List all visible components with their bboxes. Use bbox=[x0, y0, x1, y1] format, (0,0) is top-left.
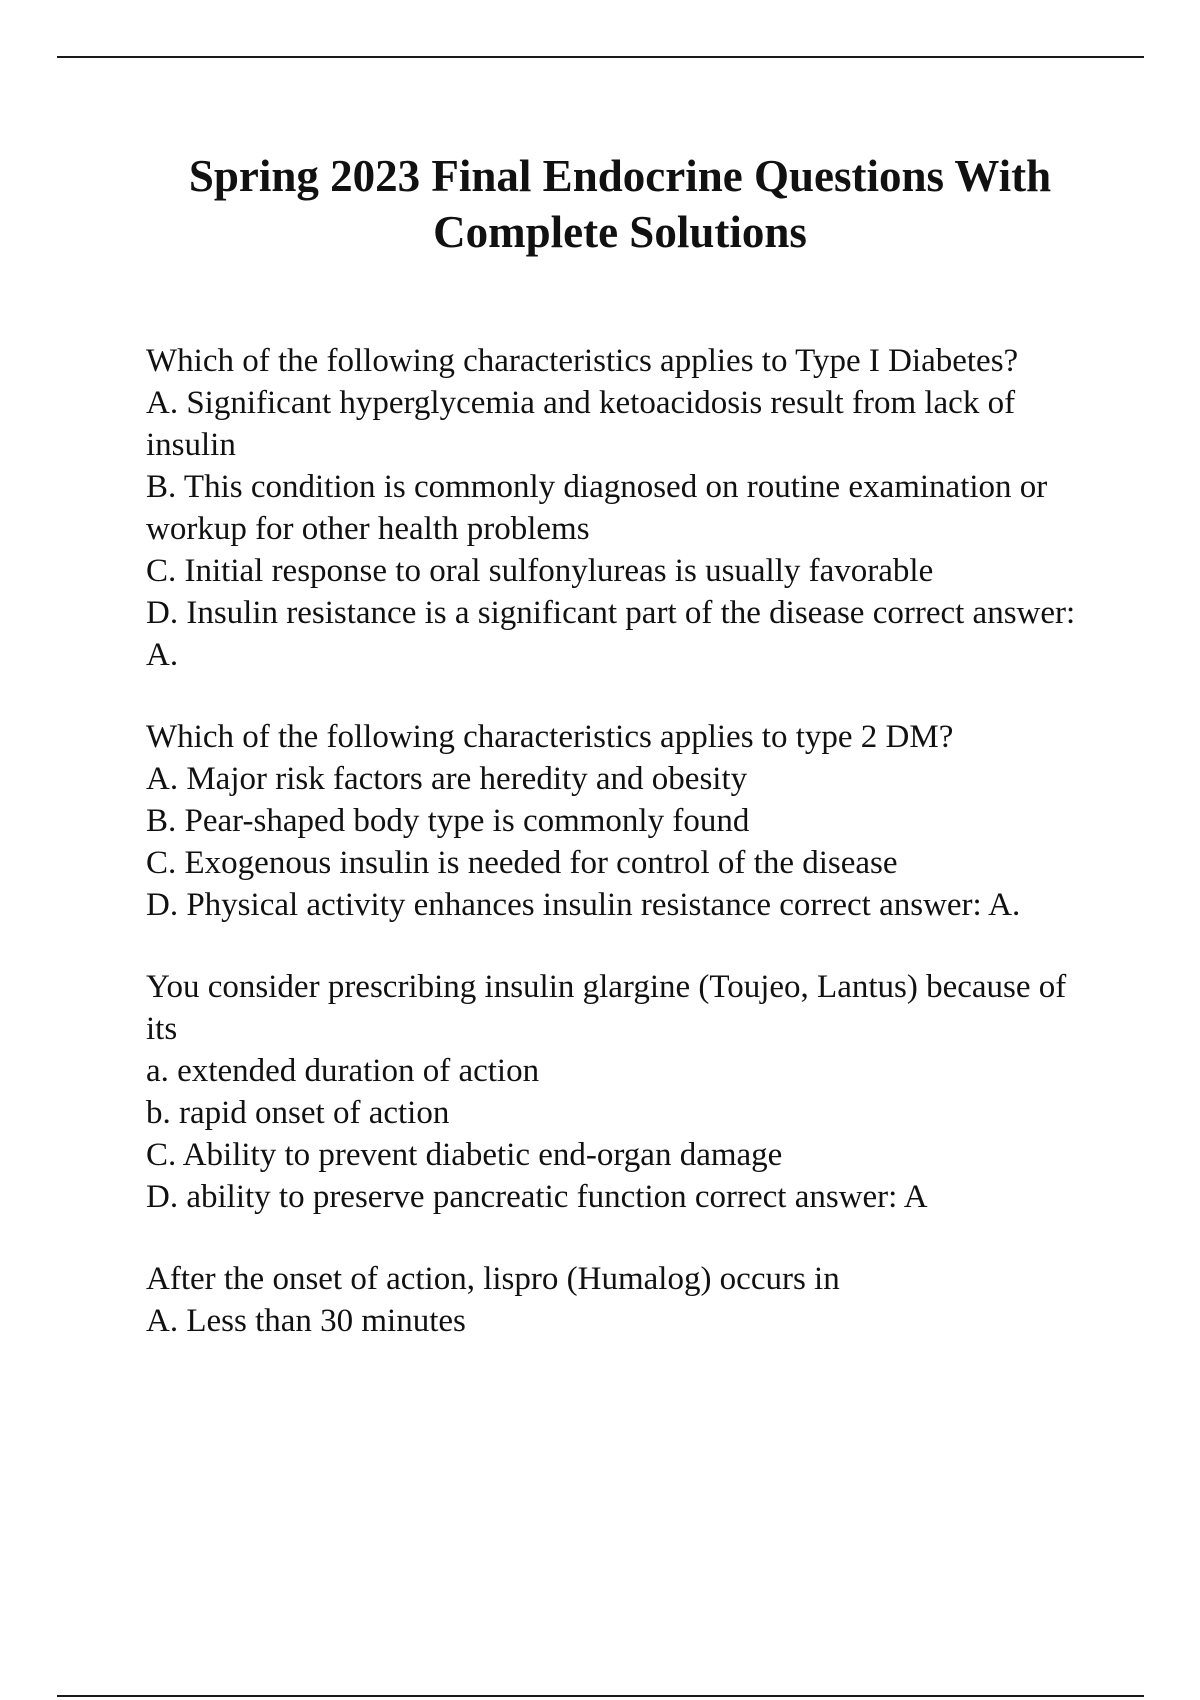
page-title bbox=[90, 148, 1150, 260]
footer-rule bbox=[57, 1695, 1144, 1697]
answer-option: A. Major risk factors are heredity and obesity bbox=[146, 761, 748, 797]
answer-option: C. Initial response to oral sulfonylureas is usually favorable bbox=[146, 553, 934, 589]
page-title-line-2: Complete Solutions bbox=[433, 207, 807, 257]
question-stem: You consider prescribing insulin glargine (Toujeo, Lantus) because of its bbox=[146, 969, 1067, 1047]
question-stem: Which of the following characteristics applies to Type I Diabetes? bbox=[146, 343, 1019, 379]
answer-option: b. rapid onset of action bbox=[146, 1095, 450, 1131]
header-rule bbox=[57, 56, 1144, 58]
answer-option: C. Exogenous insulin is needed for control of the disease bbox=[146, 845, 898, 881]
question-4 bbox=[146, 1258, 1096, 1342]
question-1 bbox=[146, 340, 1096, 676]
question-2 bbox=[146, 716, 1096, 926]
answer-option: a. extended duration of action bbox=[146, 1053, 540, 1089]
question-list bbox=[146, 340, 1096, 1382]
answer-option: B. Pear-shaped body type is commonly found bbox=[146, 803, 750, 839]
answer-option: B. This condition is commonly diagnosed on routine examination or workup for other health problems bbox=[146, 469, 1048, 547]
question-3 bbox=[146, 966, 1096, 1218]
question-stem: Which of the following characteristics applies to type 2 DM? bbox=[146, 719, 954, 755]
page-title-line-1: Spring 2023 Final Endocrine Questions With bbox=[188, 151, 1052, 201]
answer-option: D. Physical activity enhances insulin resistance correct answer: A. bbox=[146, 887, 1021, 923]
answer-option: A. Significant hyperglycemia and ketoacidosis result from lack of insulin bbox=[146, 385, 1016, 463]
answer-option: C. Ability to prevent diabetic end-organ damage bbox=[146, 1137, 783, 1173]
answer-option: D. ability to preserve pancreatic function correct answer: A bbox=[146, 1179, 928, 1215]
answer-option: A. Less than 30 minutes bbox=[146, 1303, 466, 1339]
answer-option: D. Insulin resistance is a significant part of the disease correct answer: A. bbox=[146, 595, 1076, 673]
question-stem: After the onset of action, lispro (Humalog) occurs in bbox=[146, 1261, 840, 1297]
